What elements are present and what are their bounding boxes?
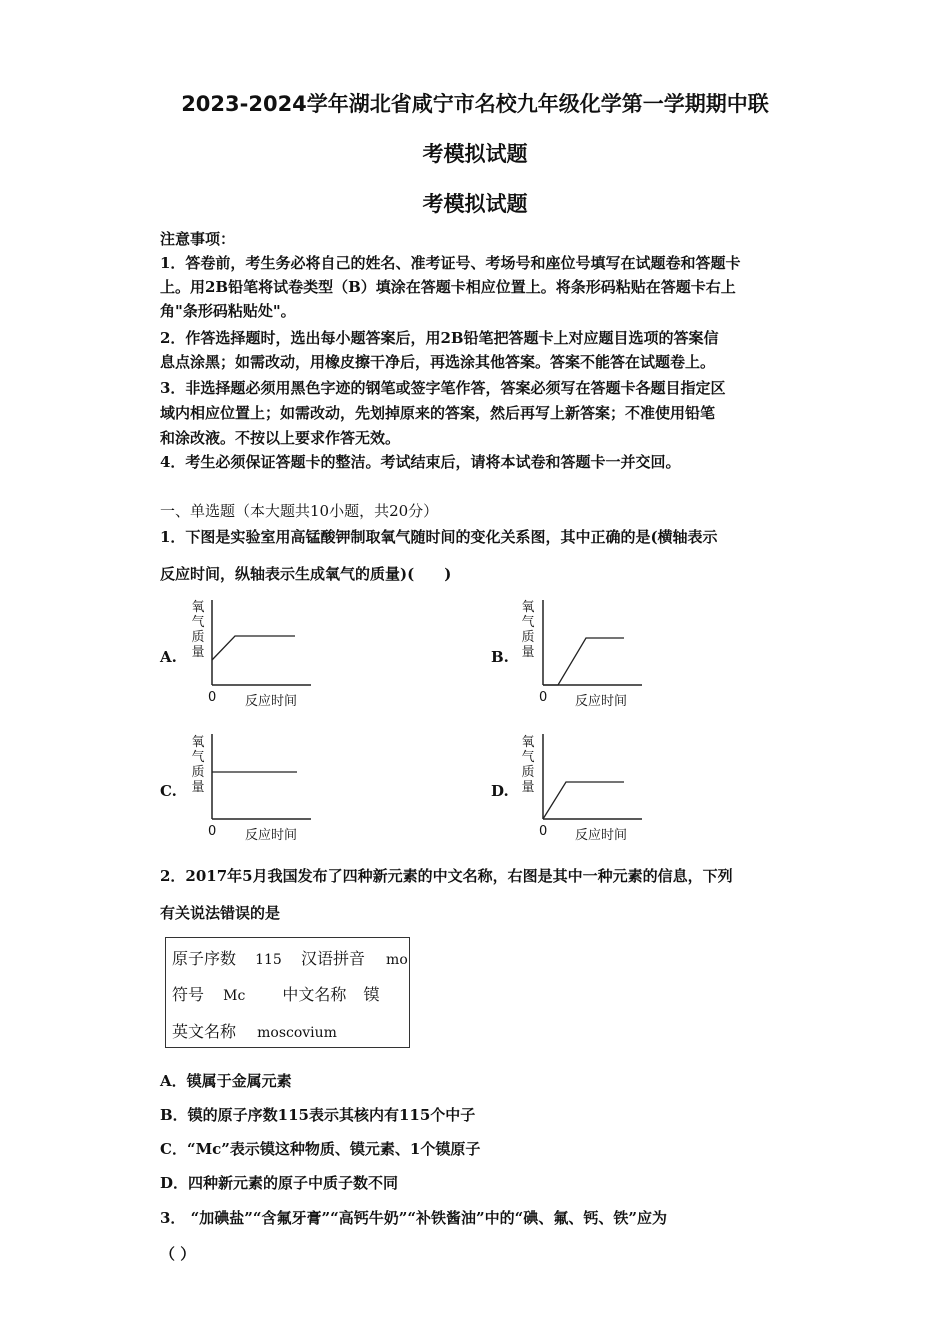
english-name-value: moscovium xyxy=(257,1025,337,1041)
notice-line: 和涂改液。不按以上要求作答无效。 xyxy=(160,429,401,447)
curve-d xyxy=(543,782,624,819)
question-1-line1: 1．下图是实验室用高锰酸钾制取氧气随时间的变化关系图，其中正确的是(横轴表示 xyxy=(160,528,718,546)
english-name-label: 英文名称 xyxy=(172,1022,237,1041)
question-2-option-a: A．镆属于金属元素 xyxy=(160,1072,292,1090)
x-axis-label: 反应时间 xyxy=(245,828,298,843)
y-axis-label: 氧气质量 xyxy=(191,735,205,795)
graph-option-a xyxy=(205,598,315,690)
y-axis-label: 氧气质量 xyxy=(521,600,535,660)
section-heading: 一、单选题（本大题共10小题，共20分） xyxy=(160,502,439,520)
origin-label: 0 xyxy=(539,824,548,839)
x-axis-label: 反应时间 xyxy=(575,694,628,709)
notice-heading: 注意事项： xyxy=(160,230,236,248)
y-axis-label: 氧气质量 xyxy=(191,600,205,660)
curve-a xyxy=(212,636,295,660)
atomic-number-value: 115 xyxy=(255,952,282,968)
y-axis-label: 氧气质量 xyxy=(521,735,535,795)
option-b-label: B. xyxy=(491,648,509,666)
graph-option-d xyxy=(536,732,646,824)
pinyin-value: mo xyxy=(386,952,408,968)
question-2-line2: 有关说法错误的是 xyxy=(160,904,281,922)
notice-line: 息点涂黑；如需改动，用橡皮擦干净后，再选涂其他答案。答案不能答在试题卷上。 xyxy=(160,353,716,371)
chinese-name-label: 中文名称 xyxy=(282,985,347,1004)
question-2-option-c: C．“Mc”表示镆这种物质、镆元素、1个镆原子 xyxy=(160,1140,481,1158)
notice-line: 4．考生必须保证答题卡的整洁。考试结束后，请将本试卷和答题卡一并交回。 xyxy=(160,453,681,471)
notice-line: 1．答卷前，考生务必将自己的姓名、准考证号、考场号和座位号填写在试题卷和答题卡 xyxy=(160,254,741,272)
graph-option-c xyxy=(205,732,315,824)
pinyin-label: 汉语拼音 xyxy=(300,949,365,968)
option-d-label: D. xyxy=(491,782,509,800)
notice-line: 角"条形码粘贴处"。 xyxy=(160,302,296,320)
page-title-line2: 考模拟试题 xyxy=(422,142,528,166)
x-axis-label: 反应时间 xyxy=(575,828,628,843)
curve-b xyxy=(543,638,624,685)
element-row-2 xyxy=(172,982,380,1005)
option-c-label: C. xyxy=(160,782,177,800)
notice-line: 3．非选择题必须用黑色字迹的钢笔或签字笔作答，答案必须写在答题卡各题目指定区 xyxy=(160,379,726,397)
graph-option-b xyxy=(536,598,646,690)
option-a-label: A. xyxy=(160,648,177,666)
notice-line: 上。用2B铅笔将试卷类型（B）填涂在答题卡相应位置上。将条形码粘贴在答题卡右上 xyxy=(160,278,736,296)
notice-line: 域内相应位置上；如需改动，先划掉原来的答案，然后再写上新答案；不准使用铅笔 xyxy=(160,404,716,422)
origin-label: 0 xyxy=(539,690,548,705)
atomic-number-label: 原子序数 xyxy=(172,949,237,968)
page-title-line1: 2023-2024学年湖北省咸宁市名校九年级化学第一学期期中联 xyxy=(181,92,769,116)
question-2-option-d: D．四种新元素的原子中质子数不同 xyxy=(160,1174,399,1192)
question-3-line2: （ ） xyxy=(160,1245,196,1263)
element-info-card xyxy=(165,937,410,1048)
question-3-line1: 3． “加碘盐”“含氟牙膏”“高钙牛奶”“补铁酱油”中的“碘、氟、钙、铁”应为 xyxy=(160,1209,667,1227)
origin-label: 0 xyxy=(208,824,217,839)
symbol-label: 符号 xyxy=(172,985,205,1004)
chinese-name-value: 镆 xyxy=(363,985,380,1004)
question-2-option-b: B．镆的原子序数115表示其核内有115个中子 xyxy=(160,1106,476,1124)
element-row-1 xyxy=(172,946,408,969)
origin-label: 0 xyxy=(208,690,217,705)
question-2-line1: 2．2017年5月我国发布了四种新元素的中文名称，右图是其中一种元素的信息，下列 xyxy=(160,867,733,885)
page-title-line3: 考模拟试题 xyxy=(422,192,528,216)
notice-line: 2．作答选择题时，选出每小题答案后，用2B铅笔把答题卡上对应题目选项的答案信 xyxy=(160,329,719,347)
x-axis-label: 反应时间 xyxy=(245,694,298,709)
element-row-3 xyxy=(172,1019,337,1042)
symbol-value: Mc xyxy=(223,988,246,1004)
question-1-line2: 反应时间，纵轴表示生成氧气的质量)( ) xyxy=(160,565,452,583)
